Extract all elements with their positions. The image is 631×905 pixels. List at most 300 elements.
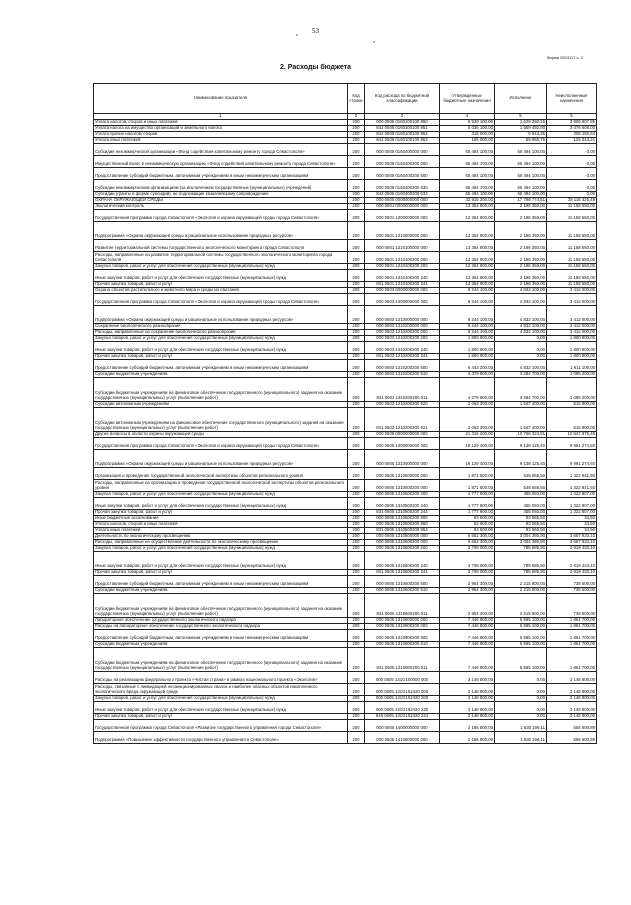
row-line-code: 200 <box>348 222 365 240</box>
row-name: Иные закупки товаров, работ и услуг для обеспечения государственных (муниципальных) нужд <box>94 552 348 570</box>
row-line-code: 200 <box>348 270 365 282</box>
scan-speck <box>296 34 298 36</box>
row-approved-amount: 19 129 400,00 <box>440 438 495 450</box>
row-classification-code: 000 0603 1300000000 000 <box>365 294 440 306</box>
table-row <box>94 576 597 588</box>
scan-speck <box>373 41 375 43</box>
row-name: Подпрограмма «Повышение эффективности государственного управления в Севастополе» <box>94 732 348 744</box>
row-line-code: 200 <box>348 144 365 156</box>
row-approved-amount: 3 708 000,00 <box>440 546 495 552</box>
row-name: Расходы на лабораторное обеспечение государственного экологического надзора <box>94 624 348 630</box>
row-approved-amount: 5 036 100,00 <box>440 126 495 132</box>
row-approved-amount: 7 446 800,00 <box>440 630 495 642</box>
row-unexecuted-amount: 9 991 274,60 <box>547 450 597 468</box>
row-executed-amount: 1 630 199,11 <box>495 720 547 732</box>
row-line-code: 200 <box>348 480 365 492</box>
row-classification-code: 000 0605 1400000000 000 <box>365 720 440 732</box>
row-line-code: 200 <box>348 570 365 576</box>
row-executed-amount: 2 196 350,00 <box>495 252 547 264</box>
row-line-code: 200 <box>348 138 365 144</box>
row-classification-code: 000 0600 0000000000 000 <box>365 198 440 204</box>
row-executed-amount: 2 196 350,00 <box>495 282 547 288</box>
row-classification-code: 000 0601 1310000000 000 <box>365 222 440 240</box>
row-line-code: 200 <box>348 336 365 342</box>
row-name: Закупка товаров, работ и услуг для обеспечения государственных (муниципальных) нужд <box>94 492 348 498</box>
row-name: Расходы, направленные на сохранение биологического разнообразия <box>94 330 348 336</box>
row-unexecuted-amount: 25 116 425,49 <box>547 198 597 204</box>
table-row <box>94 306 597 324</box>
row-approved-amount: 2 186 800,00 <box>440 720 495 732</box>
row-name: Экологический контроль <box>94 204 348 210</box>
row-executed-amount: 3 004 386,90 <box>495 540 547 546</box>
row-classification-code: 000 0505 0160100100 850 <box>365 120 440 126</box>
row-line-code: 200 <box>348 342 365 354</box>
row-approved-amount: 8 244 100,00 <box>440 306 495 324</box>
row-approved-amount: 4 379 900,00 <box>440 372 495 378</box>
row-classification-code: 000 0601 1310100000 000 <box>365 240 440 252</box>
row-approved-amount: 19 129 400,00 <box>440 450 495 468</box>
row-approved-amount: 2 186 800,00 <box>440 732 495 744</box>
table-row <box>94 270 597 282</box>
row-unexecuted-amount: 3 148 800,00 <box>547 702 597 714</box>
row-name: Прочая закупка товаров, работ и услуг <box>94 714 348 720</box>
row-name: Государственная программа города Севастополя «Экология и охрана окружающей среды города Севастополя» <box>94 294 348 306</box>
row-approved-amount: 3 148 800,00 <box>440 684 495 696</box>
row-classification-code: 842 0505 0160400200 633 <box>365 192 440 198</box>
row-approved-amount: 6 662 300,00 <box>440 534 495 540</box>
row-approved-amount: 3 148 800,00 <box>440 702 495 714</box>
row-approved-amount: 13 354 900,00 <box>440 264 495 270</box>
row-classification-code: 000 0603 1310200200 000 <box>365 330 440 336</box>
row-unexecuted-amount: 0,00 <box>547 144 597 156</box>
row-line-code: 200 <box>348 492 365 498</box>
table-row <box>94 552 597 570</box>
table-row <box>94 672 597 684</box>
row-unexecuted-amount: 125 044,21 <box>547 138 597 144</box>
row-name: Развитие территориальной системы государственного экологического мониторинга города Севастополя <box>94 240 348 252</box>
row-line-code: 200 <box>348 648 365 672</box>
row-line-code: 200 <box>348 438 365 450</box>
row-classification-code: 000 0605 1310900200 600 <box>365 630 440 642</box>
row-name: Закупка товаров, работ и услуг для обеспечения государственных (муниципальных) нужд <box>94 336 348 342</box>
row-unexecuted-amount: 1 322 841,50 <box>547 468 597 480</box>
row-line-code: 200 <box>348 378 365 402</box>
row-executed-amount: 4 832 100,00 <box>495 306 547 324</box>
row-unexecuted-amount: 3 412 000,00 <box>547 330 597 336</box>
row-executed-amount: 2 215 800,00 <box>495 588 547 594</box>
row-unexecuted-amount: 34,50 <box>547 516 597 522</box>
row-approved-amount: 1 777 900,00 <box>440 510 495 516</box>
row-line-code: 200 <box>348 498 365 510</box>
row-line-code: 200 <box>348 192 365 198</box>
table-row <box>94 144 597 156</box>
row-approved-amount: 2 063 300,00 <box>440 402 495 408</box>
row-unexecuted-amount: 34,50 <box>547 528 597 534</box>
row-executed-amount: 2 196 350,00 <box>495 264 547 270</box>
row-executed-amount: 5 585 100,00 <box>495 648 547 672</box>
row-line-code: 200 <box>348 552 365 570</box>
row-executed-amount: 455 093,00 <box>495 492 547 498</box>
row-name: Прочая закупка товаров, работ и услуг <box>94 570 348 576</box>
row-unexecuted-amount: 556 600,89 <box>547 720 597 732</box>
row-unexecuted-amount: 3 412 000,00 <box>547 306 597 324</box>
row-executed-amount: 0,00 <box>495 714 547 720</box>
row-name: Субсидия некоммерческой организации «Фонд содействия капитальному ремонту города Севастополя» <box>94 144 348 156</box>
row-classification-code: 831 0605 1310600200 611 <box>365 594 440 618</box>
row-line-code: 200 <box>348 402 365 408</box>
row-name: Расходы, направленные на организацию и проведение государственной экологической экспертизы объектов регионального уровня <box>94 480 348 492</box>
row-executed-amount: 3 284 700,00 <box>495 372 547 378</box>
column-number: 4 <box>440 114 495 120</box>
row-line-code: 200 <box>348 360 365 372</box>
row-line-code: 200 <box>348 594 365 618</box>
row-line-code: 200 <box>348 540 365 546</box>
row-unexecuted-amount: 1 800 900,00 <box>547 354 597 360</box>
row-line-code: 200 <box>348 510 365 516</box>
row-line-code: 200 <box>348 450 365 468</box>
row-unexecuted-amount: 2 919 433,10 <box>547 552 597 570</box>
row-approved-amount: 8 244 100,00 <box>440 330 495 336</box>
row-executed-amount: 5 585 100,00 <box>495 618 547 624</box>
row-classification-code: 831 0605 1310500200 244 <box>365 510 440 516</box>
row-line-code: 200 <box>348 696 365 702</box>
row-unexecuted-amount: 0,00 <box>547 156 597 168</box>
row-approved-amount: 65 494 100,00 <box>440 168 495 180</box>
row-unexecuted-amount: 515 900,00 <box>547 402 597 408</box>
row-classification-code: 000 0605 1310900200 610 <box>365 642 440 648</box>
row-executed-amount: 5 585 100,00 <box>495 624 547 630</box>
row-name: Субсидии бюджетным учреждениям <box>94 642 348 648</box>
row-classification-code: 000 0605 1310900200 000 <box>365 624 440 630</box>
row-classification-code: 831 0603 1310200200 621 <box>365 408 440 432</box>
row-name: Расходы, связанные с ликвидацией несанкционированных свалок и наиболее опасных объектов накопленного экологического вреда окружающей среде <box>94 684 348 696</box>
row-classification-code: 000 0605 1410000000 000 <box>365 732 440 744</box>
row-unexecuted-amount: 3 909 807,85 <box>547 120 597 126</box>
row-name: Расходы, направленные на осуществление деятельности по экологическому просвещению <box>94 540 348 546</box>
row-classification-code: 000 0605 131G152420 200 <box>365 696 440 702</box>
row-approved-amount: 65 494 100,00 <box>440 156 495 168</box>
table-row <box>94 360 597 372</box>
row-name: Подпрограмма «Охрана окружающей среды и рациональное использование природных ресурсов» <box>94 306 348 324</box>
row-name: Уплата налогов, сборов и иных платежей <box>94 522 348 528</box>
row-line-code: 200 <box>348 120 365 126</box>
row-unexecuted-amount: 1 322 841,50 <box>547 480 597 492</box>
row-unexecuted-amount: 1 861 700,00 <box>547 630 597 642</box>
row-name: Иные закупки товаров, работ и услуг для обеспечения государственных (муниципальных) нужд <box>94 498 348 510</box>
row-executed-amount: 3 004 386,90 <box>495 534 547 540</box>
row-unexecuted-amount: 3 148 800,00 <box>547 684 597 696</box>
row-name: Иные закупки товаров, работ и услуг для обеспечения государственных (муниципальных) нужд <box>94 702 348 714</box>
row-executed-amount: 788 586,90 <box>495 546 547 552</box>
row-name: Уплата иных платежей <box>94 138 348 144</box>
row-unexecuted-amount: 3 657 933,10 <box>547 534 597 540</box>
row-executed-amount: 2 196 350,00 <box>495 204 547 210</box>
row-name: Иные закупки товаров, работ и услуг для обеспечения государственных (муниципальных) нужд <box>94 342 348 354</box>
table-row <box>94 498 597 510</box>
row-name: Предоставление субсидий бюджетным, автономным учреждениям и иным некоммерческим организациям <box>94 168 348 180</box>
row-executed-amount: 4 832 100,00 <box>495 288 547 294</box>
row-line-code: 200 <box>348 732 365 744</box>
row-classification-code: 000 0605 1310500000 000 <box>365 468 440 480</box>
row-executed-amount: 9 138 125,40 <box>495 450 547 468</box>
row-classification-code: 000 0605 1310900000 000 <box>365 618 440 624</box>
row-line-code: 200 <box>348 702 365 714</box>
row-approved-amount: 1 800 900,00 <box>440 336 495 342</box>
row-name: Предоставление субсидий бюджетным, автономным учреждениям и иным некоммерческим организациям <box>94 576 348 588</box>
row-executed-amount: 59 955,79 <box>495 138 547 144</box>
row-executed-amount: 0,00 <box>495 354 547 360</box>
row-line-code: 200 <box>348 372 365 378</box>
row-unexecuted-amount: 1 800 900,00 <box>547 336 597 342</box>
row-approved-amount: 8 244 100,00 <box>440 288 495 294</box>
row-executed-amount: 0,00 <box>495 702 547 714</box>
row-executed-amount: 1 547 400,00 <box>495 408 547 432</box>
row-line-code: 200 <box>348 324 365 330</box>
row-approved-amount: 185 000,00 <box>440 138 495 144</box>
row-name: Другие вопросы в области охраны окружающей среды <box>94 432 348 438</box>
row-approved-amount: 13 354 900,00 <box>440 282 495 288</box>
row-classification-code: 000 0605 1310600200 610 <box>365 588 440 594</box>
row-classification-code: 000 0505 0160400200 600 <box>365 168 440 180</box>
row-approved-amount: 8 244 100,00 <box>440 294 495 306</box>
row-approved-amount: 65 494 100,00 <box>440 180 495 192</box>
row-classification-code: 831 0603 1310200200 244 <box>365 354 440 360</box>
row-name: Уплата налога на имущество организаций и земельного налога <box>94 126 348 132</box>
row-classification-code: 000 0603 1310200200 610 <box>365 372 440 378</box>
row-approved-amount: 2 954 300,00 <box>440 576 495 588</box>
row-approved-amount: 7 446 800,00 <box>440 618 495 624</box>
row-classification-code: 000 0605 1310500200 000 <box>365 480 440 492</box>
column-number: 6 <box>547 114 597 120</box>
row-approved-amount: 1 777 900,00 <box>440 498 495 510</box>
row-classification-code: 000 0605 131G152420 240 <box>365 702 440 714</box>
form-code: Форма 0503117 с. 2 <box>546 55 583 60</box>
row-name: Прочая закупка товаров, работ и услуг <box>94 282 348 288</box>
row-name: Закупка товаров, работ и услуг для обеспечения государственных (муниципальных) нужд <box>94 696 348 702</box>
row-unexecuted-amount: 0,00 <box>547 192 597 198</box>
column-number: 2 <box>348 114 365 120</box>
row-classification-code: 000 0605 131G100000 000 <box>365 672 440 684</box>
table-row <box>94 180 597 192</box>
row-executed-amount: 548 658,50 <box>495 480 547 492</box>
row-unexecuted-amount: 1 861 700,00 <box>547 624 597 630</box>
row-line-code: 200 <box>348 468 365 480</box>
row-name: Подпрограмма «Охрана окружающей среды и рациональное использование природных ресурсов» <box>94 222 348 240</box>
row-executed-amount: 17 798 774,51 <box>495 198 547 204</box>
table-row <box>94 168 597 180</box>
header-approved: Утвержденные бюджетные назначения <box>440 84 495 114</box>
row-line-code: 200 <box>348 522 365 528</box>
row-unexecuted-amount: 11 158 550,00 <box>547 240 597 252</box>
row-executed-amount: 2 215 800,00 <box>495 576 547 588</box>
row-line-code: 200 <box>348 624 365 630</box>
row-approved-amount: 1 800 900,00 <box>440 354 495 360</box>
row-classification-code: 000 0603 0000000000 000 <box>365 288 440 294</box>
row-name: Предоставление субсидий бюджетным, автономным учреждениям и иным некоммерческим организациям <box>94 630 348 642</box>
row-name: Субсидии некоммерческим организациям (за исключением государственных (муниципальных) учреждений) <box>94 180 348 192</box>
row-approved-amount: 13 354 900,00 <box>440 270 495 282</box>
row-name: Расходы на реализацию федерального проекта «Чистая страна» в рамках национального проекта «Экология» <box>94 672 348 684</box>
header-classification-code: Код расхода по бюджетной классификации <box>365 84 440 114</box>
row-executed-amount: 0,00 <box>495 672 547 684</box>
row-unexecuted-amount: 3 657 933,10 <box>547 540 597 546</box>
row-classification-code: 000 0605 1300000000 000 <box>365 438 440 450</box>
row-classification-code: 842 0505 0160100100 852 <box>365 132 440 138</box>
row-approved-amount: 13 354 900,00 <box>440 240 495 252</box>
row-name: Государственная программа города Севастополя «Экология и охрана окружающей среды города Севастополя» <box>94 438 348 450</box>
row-line-code: 200 <box>348 252 365 264</box>
row-line-code: 200 <box>348 528 365 534</box>
row-executed-amount: 0,00 <box>495 342 547 354</box>
row-line-code: 200 <box>348 180 365 192</box>
row-classification-code: 000 0603 1310200200 600 <box>365 360 440 372</box>
row-classification-code: 000 0605 1310600000 000 <box>365 534 440 540</box>
row-classification-code: 000 0601 1310100200 000 <box>365 252 440 264</box>
row-classification-code: 000 0603 1310200200 620 <box>365 402 440 408</box>
row-name: Закупка товаров, работ и услуг для обеспечения государственных (муниципальных) нужд <box>94 546 348 552</box>
row-unexecuted-amount: 3 412 000,00 <box>547 294 597 306</box>
row-executed-amount: 2 215 800,00 <box>495 594 547 618</box>
page-number: 53 <box>312 27 319 35</box>
header-executed: Исполнено <box>495 84 547 114</box>
row-executed-amount: 4 832 100,00 <box>495 330 547 336</box>
row-approved-amount: 2 063 300,00 <box>440 408 495 432</box>
row-approved-amount: 65 494 100,00 <box>440 144 495 156</box>
row-executed-amount: 1 559 492,00 <box>495 126 547 132</box>
row-unexecuted-amount: 1 800 900,00 <box>547 342 597 354</box>
row-line-code: 200 <box>348 126 365 132</box>
row-classification-code: 000 0603 1310200000 000 <box>365 324 440 330</box>
row-name: Охрана объектов растительного и животного мира и среды их обитания <box>94 288 348 294</box>
row-executed-amount: 788 586,90 <box>495 570 547 576</box>
row-line-code: 200 <box>348 354 365 360</box>
row-unexecuted-amount: 738 500,00 <box>547 588 597 594</box>
row-line-code: 200 <box>348 204 365 210</box>
row-line-code: 200 <box>348 630 365 642</box>
row-executed-amount: 1 629 292,15 <box>495 120 547 126</box>
row-executed-amount: 2 196 350,00 <box>495 240 547 252</box>
row-approved-amount: 7 446 800,00 <box>440 624 495 630</box>
row-executed-amount: 548 658,50 <box>495 468 547 480</box>
column-number: 3 <box>365 114 440 120</box>
row-unexecuted-amount: 3 412 000,00 <box>547 288 597 294</box>
row-name: Субсидии автономным учреждениям на финансовое обеспечение государственного (муниципального) задания на оказание государственных (муниципальных) услуг (выполнение работ) <box>94 408 348 432</box>
row-classification-code: 000 0601 1310100200 240 <box>365 270 440 282</box>
row-unexecuted-amount: 1 861 700,00 <box>547 618 597 624</box>
table-row <box>94 684 597 696</box>
row-unexecuted-amount: 11 158 550,00 <box>547 282 597 288</box>
row-unexecuted-amount: 3 412 000,00 <box>547 324 597 330</box>
row-unexecuted-amount: 1 861 700,00 <box>547 642 597 648</box>
row-executed-amount: 0,00 <box>495 684 547 696</box>
row-name: Имущественный взнос в некоммерческую организацию «Фонд содействия капитальному ремонту города Севастополя» <box>94 156 348 168</box>
row-classification-code: 000 0605 1310500200 850 <box>365 522 440 528</box>
row-classification-code: 000 0601 1300000000 000 <box>365 210 440 222</box>
row-line-code: 200 <box>348 672 365 684</box>
row-name: Иные закупки товаров, работ и услуг для обеспечения государственных (муниципальных) нужд <box>94 270 348 282</box>
row-line-code: 200 <box>348 282 365 288</box>
row-approved-amount: 93 600,00 <box>440 528 495 534</box>
row-classification-code: 842 0505 0160100100 851 <box>365 126 440 132</box>
row-line-code: 200 <box>348 534 365 540</box>
table-row <box>94 210 597 222</box>
row-classification-code: 000 0605 1310000000 000 <box>365 450 440 468</box>
row-classification-code: 842 0505 0160100100 853 <box>365 138 440 144</box>
row-executed-amount: 4 832 100,00 <box>495 294 547 306</box>
table-row <box>94 222 597 240</box>
row-classification-code: 000 0605 131G152420 000 <box>365 684 440 696</box>
row-classification-code: 831 0603 1310200200 611 <box>365 378 440 402</box>
row-executed-amount: 65 494 100,00 <box>495 192 547 198</box>
row-line-code: 200 <box>348 264 365 270</box>
row-classification-code: 831 0605 1310600200 244 <box>365 570 440 576</box>
row-classification-code: 000 0605 1310600200 240 <box>365 552 440 570</box>
row-executed-amount: 455 093,00 <box>495 510 547 516</box>
row-line-code: 200 <box>348 294 365 306</box>
row-classification-code: 000 0505 0160400200 000 <box>365 156 440 168</box>
row-approved-amount: 21 316 200,00 <box>440 432 495 438</box>
row-classification-code: 831 0601 1310100200 244 <box>365 282 440 288</box>
row-line-code: 200 <box>348 306 365 324</box>
row-unexecuted-amount: 11 158 550,00 <box>547 222 597 240</box>
row-name: Субсидии (гранты в форме субсидий), не подлежащие казначейскому сопровождению <box>94 192 348 198</box>
row-unexecuted-amount: 11 158 550,00 <box>547 204 597 210</box>
row-approved-amount: 4 379 900,00 <box>440 378 495 402</box>
row-line-code: 200 <box>348 288 365 294</box>
row-executed-amount: 9 844,36 <box>495 132 547 138</box>
table-row <box>94 156 597 168</box>
section-title: 2. Расходы бюджета <box>280 64 351 71</box>
row-executed-amount: 2 196 350,00 <box>495 270 547 282</box>
row-executed-amount: 65 494 100,00 <box>495 168 547 180</box>
row-classification-code: 000 0603 1310200200 240 <box>365 342 440 354</box>
row-unexecuted-amount: 0,00 <box>547 168 597 180</box>
row-name: Лабораторное обеспечение государственного экологического надзора <box>94 618 348 624</box>
row-name: Государственная программа города Севастополя «Развитие государственного управления города Севастополя» <box>94 720 348 732</box>
row-line-code: 200 <box>348 198 365 204</box>
row-classification-code: 000 0601 1310100200 200 <box>365 264 440 270</box>
row-executed-amount: 788 586,90 <box>495 552 547 570</box>
row-classification-code: 831 0605 1310900200 611 <box>365 648 440 672</box>
row-unexecuted-amount: 0,00 <box>547 180 597 192</box>
row-name: Уплата прочих налогов, сборов <box>94 132 348 138</box>
row-approved-amount: 7 446 800,00 <box>440 642 495 648</box>
row-line-code: 200 <box>348 432 365 438</box>
row-unexecuted-amount: 1 322 807,00 <box>547 510 597 516</box>
row-unexecuted-amount: 1 861 700,00 <box>547 648 597 672</box>
row-executed-amount: 10 768 324,51 <box>495 432 547 438</box>
row-unexecuted-amount: 556 600,89 <box>547 732 597 744</box>
row-approved-amount: 3 148 800,00 <box>440 672 495 684</box>
row-classification-code: 000 0603 1310000000 000 <box>365 306 440 324</box>
row-unexecuted-amount: 2 919 433,10 <box>547 546 597 552</box>
row-name: ОХРАНА ОКРУЖАЮЩЕЙ СРЕДЫ <box>94 198 348 204</box>
row-executed-amount: 4 832 100,00 <box>495 324 547 330</box>
row-executed-amount: 5 585 100,00 <box>495 630 547 642</box>
table-row <box>94 648 597 672</box>
row-line-code: 200 <box>348 684 365 696</box>
table-row <box>94 702 597 714</box>
row-line-code: 200 <box>348 408 365 432</box>
row-name: Иные бюджетные ассигнования <box>94 516 348 522</box>
row-executed-amount: 1 630 199,11 <box>495 732 547 744</box>
row-line-code: 200 <box>348 156 365 168</box>
row-line-code: 200 <box>348 516 365 522</box>
row-line-code: 200 <box>348 210 365 222</box>
row-unexecuted-amount: 1 322 807,00 <box>547 492 597 498</box>
row-executed-amount: 93 565,50 <box>495 522 547 528</box>
row-name: Подпрограмма «Охрана окружающей среды и рациональное использование природных ресурсов» <box>94 450 348 468</box>
